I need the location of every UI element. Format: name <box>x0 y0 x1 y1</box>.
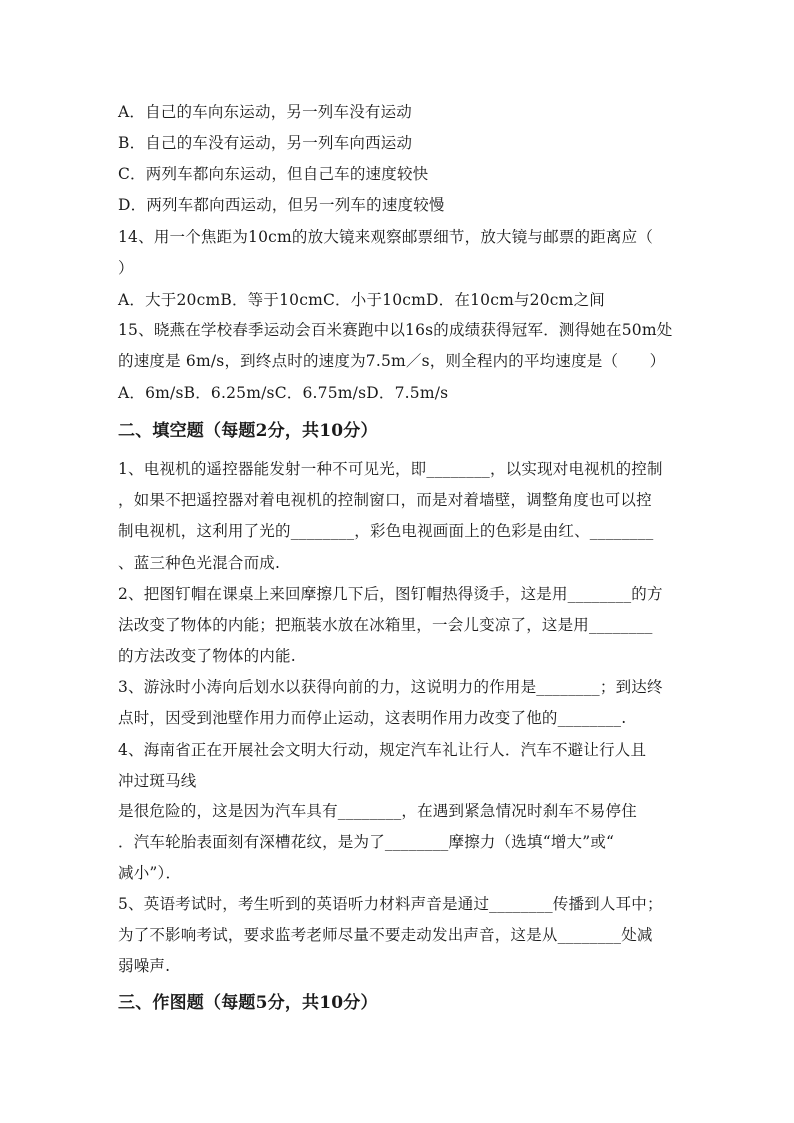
q13-option-a: A．自己的车向东运动，另一列车没有运动 <box>118 103 412 121</box>
q14-stem-line1: 14、用一个焦距为10cm的放大镜来观察邮票细节，放大镜与邮票的距离应（ <box>118 228 654 246</box>
fill-q5-line2: 为了不影响考试，要求监考老师尽量不要走动发出声音，这是从________处减 <box>118 926 653 944</box>
fill-q1-line4: 、蓝三种色光混合而成. <box>118 554 281 572</box>
section-3-title: 三、作图题（每题5分，共10分） <box>118 993 378 1013</box>
fill-q4-line4: ．汽车轮胎表面刻有深槽花纹，是为了________摩擦力（选填“增大”或“ <box>118 833 615 851</box>
fill-q1-line1: 1、电视机的遥控器能发射一种不可见光，即________，以实现对电视机的控制 <box>118 460 663 478</box>
fill-q5-line3: 弱噪声. <box>118 957 171 975</box>
fill-q4-line1: 4、海南省正在开展社会文明大行动，规定汽车礼让行人．汽车不避让行人且 <box>118 741 647 759</box>
fill-q4-line5: 减小”）． <box>118 864 182 882</box>
fill-q4-line2: 冲过斑马线 <box>118 772 197 790</box>
fill-q5-line1: 5、英语考试时，考生听到的英语听力材料声音是通过________传播到人耳中； <box>118 895 663 913</box>
fill-q1-line2: ，如果不把遥控器对着电视机的控制窗口，而是对着墙壁，调整角度也可以控 <box>118 491 652 509</box>
q13-option-d: D．两列车都向西运动，但另一列车的速度较慢 <box>118 196 445 214</box>
q14-stem-line2: ） <box>118 259 134 277</box>
fill-q2-line2: 法改变了物体的内能；把瓶装水放在冰箱里，一会儿变凉了，这是用________ <box>118 616 653 634</box>
fill-q3-line2: 点时，因受到池壁作用力而停止运动，这表明作用力改变了他的________. <box>118 709 627 727</box>
q15-stem-line1: 15、晓燕在学校春季运动会百米赛跑中以16s的成绩获得冠军．测得她在50m处 <box>118 321 673 339</box>
q15-options: A．6m/sB．6.25m/sC．6.75m/sD．7.5m/s <box>118 384 449 402</box>
q15-stem-line2: 的速度是 6m/s，到终点时的速度为7.5m／s，则全程内的平均速度是（ ） <box>118 352 666 370</box>
fill-q3-line1: 3、游泳时小涛向后划水以获得向前的力，这说明力的作用是________；到达终 <box>118 678 663 696</box>
q14-options: A．大于20cmB．等于10cmC．小于10cmD．在10cm与20cm之间 <box>118 291 605 309</box>
fill-q4-line3: 是很危险的，这是因为汽车具有________，在遇到紧急情况时刹车不易停住 <box>118 802 637 820</box>
fill-q1-line3: 制电视机，这利用了光的________，彩色电视画面上的色彩是由红、________ <box>118 522 654 540</box>
fill-q2-line3: 的方法改变了物体的内能. <box>118 647 296 665</box>
q13-option-c: C．两列车都向东运动，但自己车的速度较快 <box>118 165 429 183</box>
fill-q2-line1: 2、把图钉帽在课桌上来回摩擦几下后，图钉帽热得烫手，这是用________的方 <box>118 585 663 603</box>
q13-option-b: B．自己的车没有运动，另一列车向西运动 <box>118 134 413 152</box>
section-2-title: 二、填空题（每题2分，共10分） <box>118 421 378 441</box>
